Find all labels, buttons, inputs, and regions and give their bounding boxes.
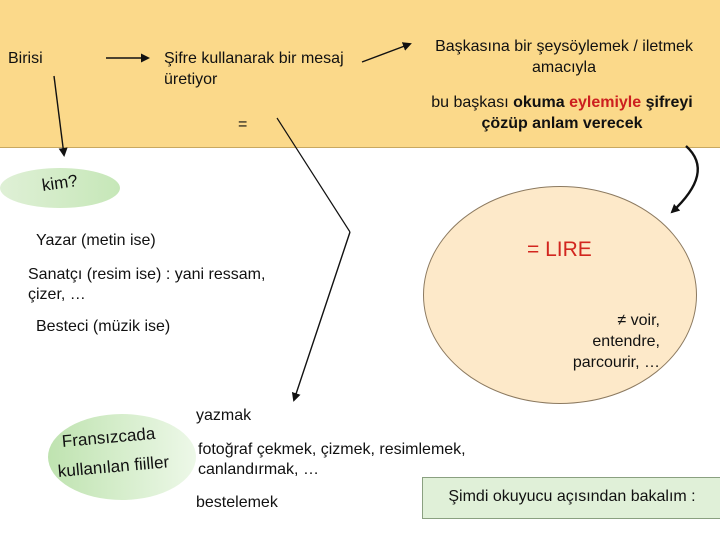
bu-eylemiyle: eylemiyle (569, 94, 642, 111)
lire-label: = LIRE (527, 238, 592, 261)
sifre-line2: üretiyor (164, 71, 218, 88)
arrow-curve-to-lire (672, 146, 698, 212)
kim-label: kim? (40, 171, 79, 195)
bu-baskasi-line2: çözüp anlam verecek (481, 115, 643, 132)
bu-sifreyi: şifreyi (641, 94, 693, 111)
bu-prefix: bu başkası (431, 94, 514, 111)
arrow-to-yazmak (294, 232, 350, 400)
bu-okuma: okuma (513, 94, 570, 111)
not-parcourir: parcourir, … (572, 354, 660, 371)
not-voir: ≠ voir, (617, 312, 660, 329)
foto-line2: canlandırmak, … (198, 461, 319, 478)
sanatci-line1: Sanatçı (resim ise) : yani ressam, (28, 266, 266, 283)
sanatci-line2: çizer, … (28, 286, 86, 303)
not-entendre: entendre, (592, 333, 660, 350)
french-line1: Fransızcada (61, 423, 156, 451)
bu-baskasi-line1 (404, 93, 720, 113)
final-note: Şimdi okuyucu açısından bakalım : (448, 488, 696, 505)
foto-line1: fotoğraf çekmek, çizmek, resimlemek, (198, 441, 466, 458)
yazar-label: Yazar (metin ise) (36, 232, 156, 249)
baskasina-line2: amacıyla (531, 59, 597, 76)
french-line2: kullanılan fiiller (57, 452, 170, 481)
baskasina-line1: Başkasına bir şeysöylemek / iletmek (435, 38, 693, 55)
bestelemek-label: bestelemek (196, 494, 278, 511)
birisi-label: Birisi (8, 50, 43, 67)
equals-sign: = (238, 116, 248, 133)
besteci-label: Besteci (müzik ise) (36, 318, 171, 335)
sifre-line1: Şifre kullanarak bir mesaj (164, 50, 344, 67)
yazmak-label: yazmak (196, 407, 252, 424)
